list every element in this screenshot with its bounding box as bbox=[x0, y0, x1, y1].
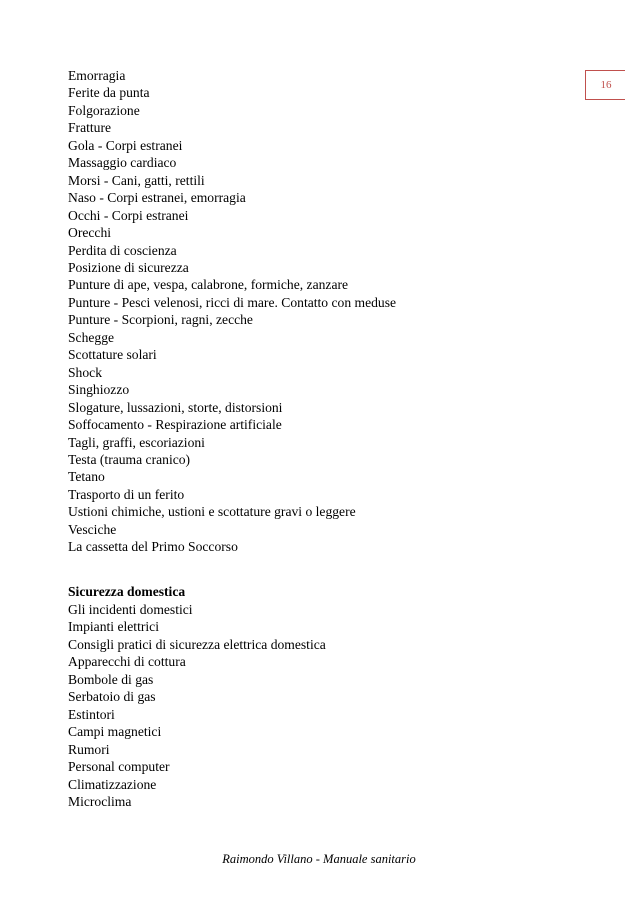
list-item: Shock bbox=[68, 364, 102, 380]
list-item: Fratture bbox=[68, 120, 112, 136]
list-item: Gola - Corpi estranei bbox=[68, 137, 183, 153]
list-item: La cassetta del Primo Soccorso bbox=[68, 539, 238, 555]
list-item: Occhi - Corpi estranei bbox=[68, 207, 189, 223]
list-item: Apparecchi di cottura bbox=[68, 654, 186, 670]
list-item: Perdita di coscienza bbox=[68, 242, 177, 258]
list-item: Bombole di gas bbox=[68, 671, 154, 687]
list-item: Folgorazione bbox=[68, 102, 140, 118]
list-item: Punture - Scorpioni, ragni, zecche bbox=[68, 312, 253, 328]
list-item: Posizione di sicurezza bbox=[68, 259, 189, 275]
list-item: Microclima bbox=[68, 793, 132, 809]
list-item: Personal computer bbox=[68, 759, 170, 775]
list-item: Serbatoio di gas bbox=[68, 689, 156, 705]
list-item: Trasporto di un ferito bbox=[68, 486, 185, 502]
list-item: Singhiozzo bbox=[68, 382, 130, 398]
list-item: Slogature, lussazioni, storte, distorsioni bbox=[68, 399, 283, 415]
list-item: Campi magnetici bbox=[68, 724, 162, 740]
list-item: Ustioni chimiche, ustioni e scottature gravi o leggere bbox=[68, 504, 356, 520]
section-title: Sicurezza domestica bbox=[68, 584, 186, 599]
first-aid-list bbox=[68, 67, 396, 556]
list-item: Schegge bbox=[68, 329, 115, 345]
list-item: Tetano bbox=[68, 469, 105, 485]
list-item: Scottature solari bbox=[68, 347, 157, 363]
list-item: Massaggio cardiaco bbox=[68, 155, 177, 171]
list-item: Climatizzazione bbox=[68, 776, 157, 792]
home-safety-list bbox=[68, 601, 326, 810]
list-item: Orecchi bbox=[68, 225, 112, 241]
list-item: Tagli, graffi, escoriazioni bbox=[68, 434, 205, 450]
page-footer: Raimondo Villano - Manuale sanitario bbox=[222, 852, 416, 866]
page-number: 16 bbox=[600, 79, 612, 91]
list-item: Gli incidenti domestici bbox=[68, 602, 193, 617]
list-item: Naso - Corpi estranei, emorragia bbox=[68, 190, 246, 206]
list-item: Estintori bbox=[68, 706, 115, 722]
list-item: Consigli pratici di sicurezza elettrica domestica bbox=[68, 636, 326, 652]
list-item: Impianti elettrici bbox=[68, 619, 159, 635]
list-item: Rumori bbox=[68, 741, 110, 757]
list-item: Soffocamento - Respirazione artificiale bbox=[68, 417, 282, 433]
list-item: Emorragia bbox=[68, 68, 126, 83]
list-item: Punture di ape, vespa, calabrone, formiche, zanzare bbox=[68, 277, 349, 293]
list-item: Ferite da punta bbox=[68, 85, 150, 101]
list-item: Morsi - Cani, gatti, rettili bbox=[68, 172, 205, 188]
page-number-tab bbox=[585, 70, 625, 100]
list-item: Testa (trauma cranico) bbox=[68, 451, 191, 467]
list-item: Vesciche bbox=[68, 521, 117, 537]
list-item: Punture - Pesci velenosi, ricci di mare. Contatto con meduse bbox=[68, 294, 397, 310]
